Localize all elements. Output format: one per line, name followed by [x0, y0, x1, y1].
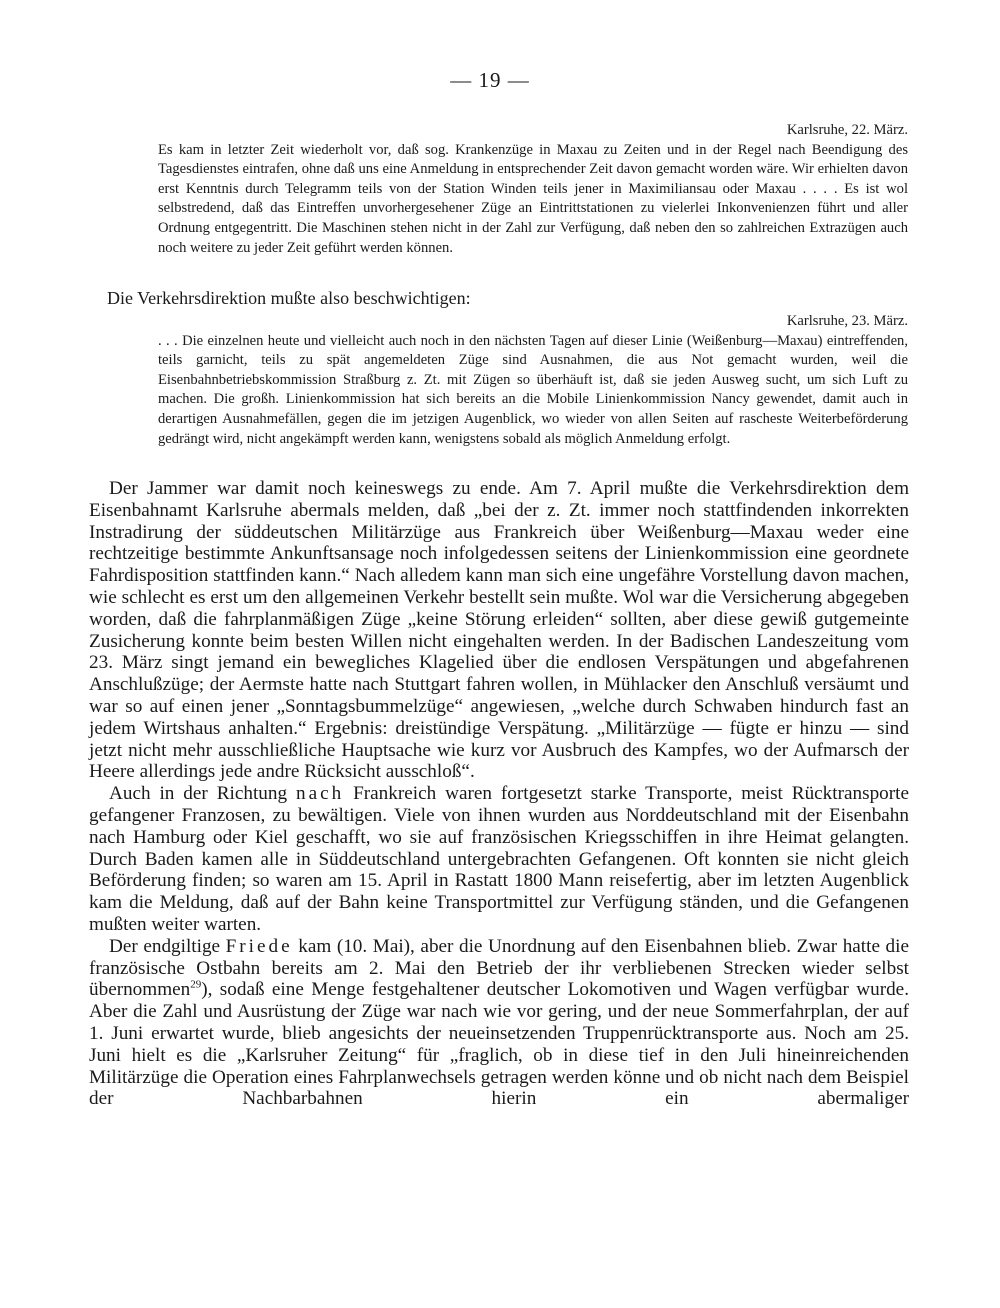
- paragraph-1: Der Jammer war damit noch keineswegs zu ende. Am 7. April mußte die Verkehrsdirektion dem Eisenbahnamt Karlsruhe abermals melden, daß „bei der z. Zt. immer noch stattfindenden inkorrekten Instradirung der süddeutschen Militärzüge aus Frankreich über Weißenburg—Maxau weder eine rechtzeitige bestimmte Ankunftsansage noch infolgedessen seitens der Linienkommission eine geordnete Fahrdisposition stattfinden kann.“ Nach alledem kann man sich eine ungefähre Vorstellung davon machen, wie schlecht es erst um den allgemeinen Verkehr bestellt sein mußte. Wol war die Versicherung abgegeben worden, daß die fahrplanmäßigen Züge „keine Störung erleiden“ sollten, aber diese gewiß gutgemeinte Zusicherung konnte beim besten Willen nicht eingehalten werden. In der Badischen Landeszeitung vom 23. März singt jemand ein bewegliches Klagelied über die endlosen Verspätungen und abgefahrenen Anschlußzüge; der Aermste hatte nach Stuttgart fahren wollen, in Mühlacker den Anschluß versäumt und war so auf einen jener „Sonntagsbummelzüge“ angewiesen, „welche durch Schwaben hindurch fast an jedem Wirtshaus anhalten.“ Ergebnis: dreistündige Verspätung. „Militärzüge — fügte er hinzu — sind jetzt nicht mehr ausschließliche Hauptsache wie kurz vor Ausbruch des Kampfes, wo der Aufmarsch der Heere allerdings jede andre Rücksicht ausschloß“.: [89, 478, 909, 783]
- main-text: [89, 478, 909, 1110]
- page-number: — 19 —: [450, 68, 530, 92]
- intro-line: Die Verkehrsdirektion mußte also beschwichtigen:: [107, 288, 471, 308]
- quote-1-dateline: Karlsruhe, 22. März.: [786, 122, 908, 138]
- paragraph-3: [89, 936, 909, 1110]
- paragraph-3-emphasis: Friede: [225, 935, 293, 957]
- quote-2-dateline: Karlsruhe, 23. März.: [786, 313, 908, 329]
- quote-block-2: [158, 312, 908, 449]
- quote-block-1: [158, 121, 908, 258]
- paragraph-2: [89, 783, 909, 936]
- paragraph-3-middle: kam (10. Mai), aber die Unordnung auf den Eisenbahnen blieb. Zwar hatte die französische Ostbahn bereits am 2. Mai den Betrieb der ihr verbliebenen Strecken wieder selbst übernommen: [89, 935, 909, 1001]
- quote-2-text: . . . Die einzelnen heute und vielleicht auch noch in den nächsten Tagen auf dieser Linie (Weißenburg—Maxau) eintreffenden, teils garnicht, teils zu spät angemeldeten Züge sind Ausnahmen, die aus Not gemacht wurden, weil die Eisenbahnbetriebskommission Straßburg z. Zt. mit Zügen so überhäuft ist, daß sie jeden Ausweg sucht, um sich Luft zu machen. Die großh. Linienkommission hat sich bereits an die Mobile Linienkommission Nancy gewendet, damit auch in derartigen Ausnahmefällen, gegen die im jetzigen Augenblick, wo wieder von allen Seiten auf rascheste Weiterbeförderung gedrängt wird, nicht angekämpft werden kann, wenigstens sobald als möglich Anmeldung erfolgt.: [158, 332, 908, 447]
- paragraph-2-emphasis: nach: [295, 783, 345, 805]
- paragraph-3-rest: ), sodaß eine Menge festgehaltener deutscher Lokomotiven und Wagen verfügbar wurde. Aber die Zahl und Ausrüstung der Züge war nach wie vor gering, und der neue Sommerfahrplan, der auf 1. Juni erwartet wurde, blieb angesichts der neueinsetzenden Truppenrücktransporte aus. Noch am 25. Juni hielt es die „Karlsruher Zeitung“ für „fraglich, ob in diese tief in den Juli hineinreichenden Militärzüge die Operation eines Fahrplanwechsels getragen werden könne und ob nicht nach dem Beispiel der Nachbarbahnen hierin ein abermaliger: [89, 979, 909, 1110]
- quote-1-text: Es kam in letzter Zeit wiederholt vor, daß sog. Krankenzüge in Maxau zu Zeiten und in der Regel nach Beendigung des Tagesdienstes eintrafen, ohne daß uns eine Anmeldung in entsprechender Zeit davon gemacht worden wäre. Wir erhielten davon erst Kenntnis durch Telegramm teils von der Station Winden teils jener in Maximiliansau oder Maxau . . . . Es ist wol selbstredend, daß das Eintreffen unvorhergesehener Züge an Eintrittstationen zu vielerlei Inkonvenienzen führt und aller Ordnung entgegentritt. Die Maschinen stehen nicht in der Zahl zur Verfügung, daß neben den so zahlreichen Extrazügen auch noch weitere zu jeder Zeit geführt werden können.: [158, 141, 908, 256]
- paragraph-3-start: Der endgiltige: [109, 935, 226, 957]
- paragraph-2-rest: Frankreich waren fortgesetzt starke Transporte, meist Rücktransporte gefangener Franzosen, zu bewältigen. Viele von ihnen wurden aus Norddeutschland mit der Eisenbahn nach Hamburg oder Kiel geschafft, wo sie auf französischen Kriegsschiffen in ihre Heimat gelangten. Durch Baden kamen alle in Süddeutschland untergebrachten Gefangenen. Oft konnten sie nicht gleich Beförderung finden; so waren am 15. April in Rastatt 1800 Mann reisefertig, aber im letzten Augenblick kam die Meldung, daß auf der Bahn keine Transportmittel zur Verfügung ständen, und die Gefangenen mußten weiter warten.: [89, 783, 909, 935]
- paragraph-2-start: Auch in der Richtung: [109, 783, 296, 805]
- footnote-ref[interactable]: 29: [190, 978, 202, 991]
